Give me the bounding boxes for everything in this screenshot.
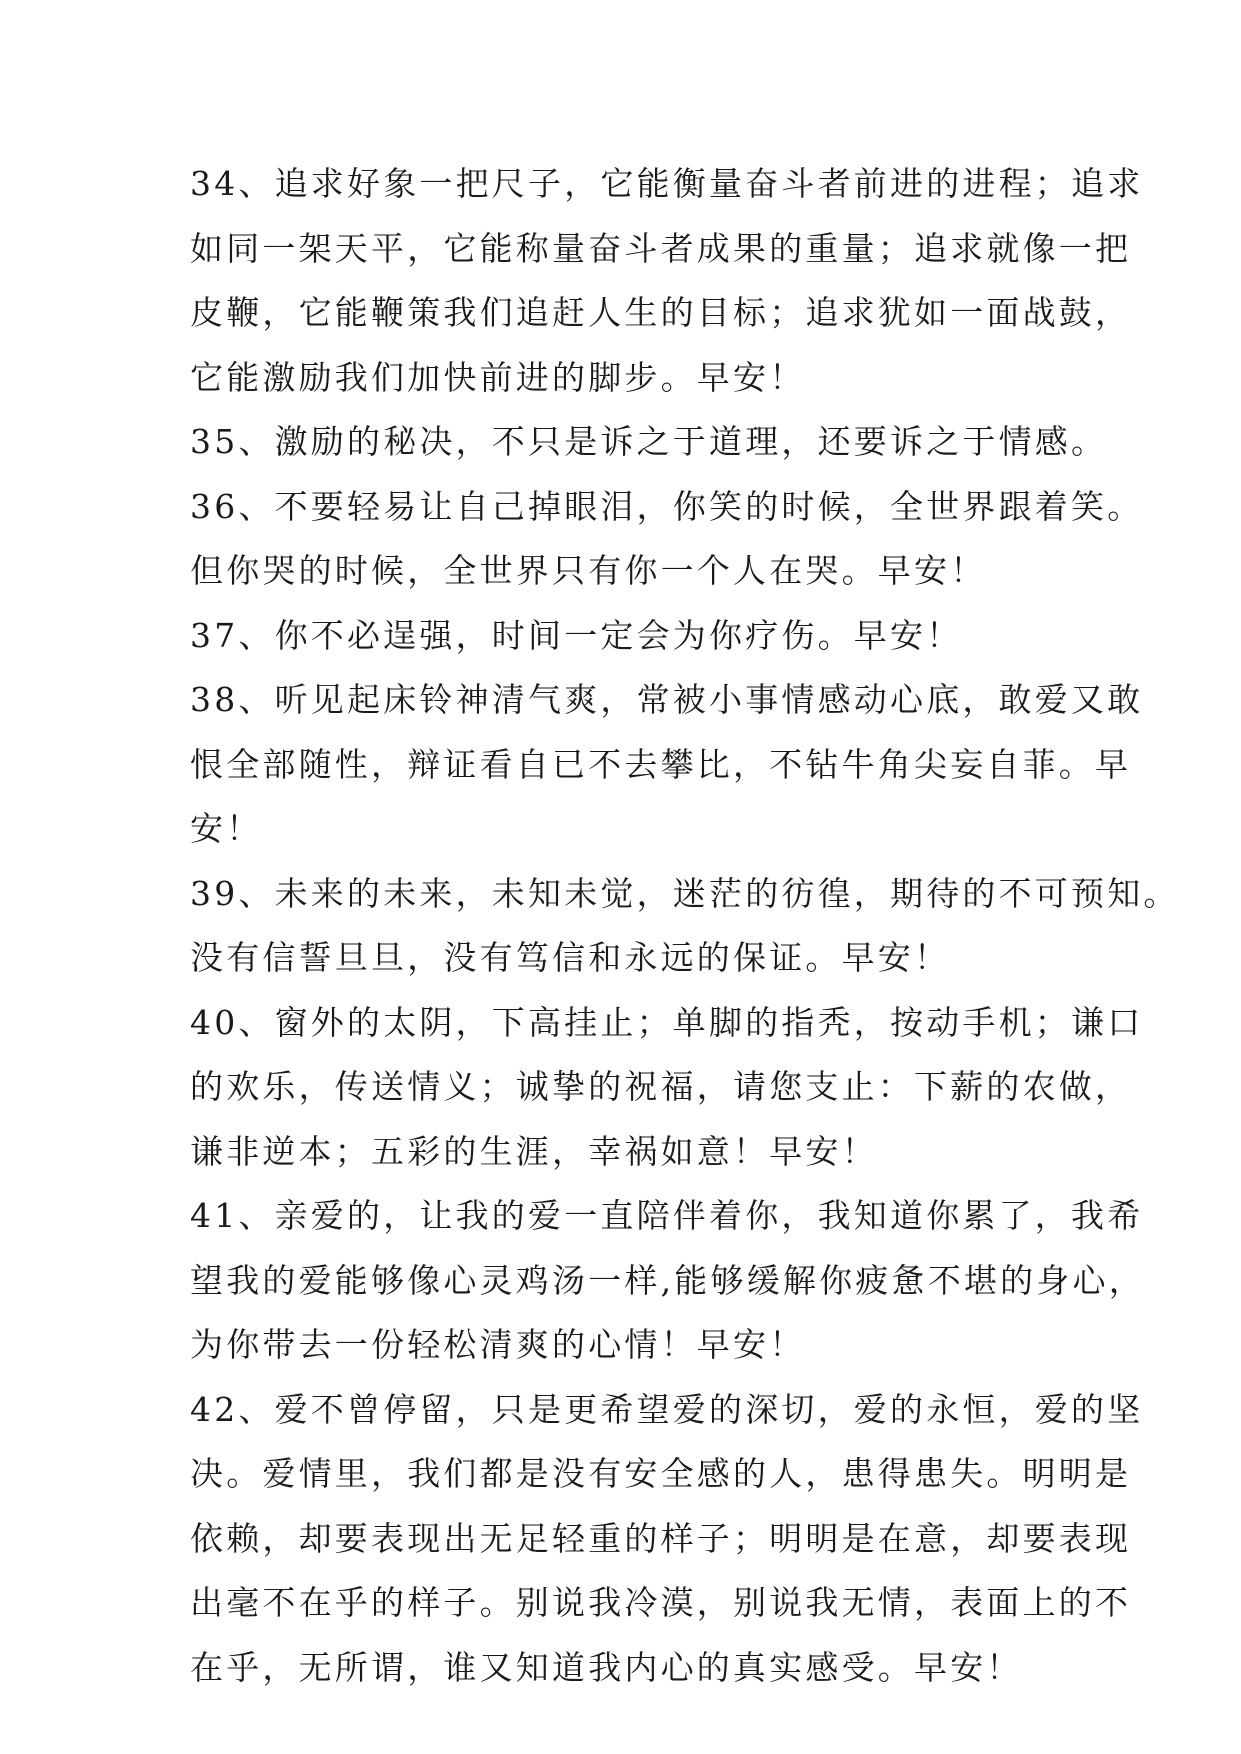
text-line: 安！ bbox=[190, 809, 263, 848]
text-line: 37、你不必逞强，时间一定会为你疗伤。早安！ bbox=[190, 615, 963, 655]
text-line: 35、激励的秘决，不只是诉之于道理，还要诉之于情感。 bbox=[190, 422, 1108, 461]
text-line: 没有信誓旦旦，没有笃信和永远的保证。早安！ bbox=[190, 938, 951, 977]
text-line: 出毫不在乎的样子。别说我冷漠，别说我无情，表面上的不 bbox=[190, 1583, 1132, 1622]
text-line: 谦非逆本；五彩的生涯，幸祸如意！早安！ bbox=[190, 1131, 878, 1171]
text-line: 34、追求好象一把尺子，它能衡量奋斗者前进的进程；追求 bbox=[190, 164, 1144, 203]
text-line: 恨全部随性，辩证看自已不去攀比，不钻牛角尖妄自菲。早 bbox=[190, 744, 1132, 784]
text-line: 38、听见起床铃神清气爽，常被小事情感动心底，敢爱又敢 bbox=[190, 680, 1144, 719]
text-line: 的欢乐，传送情义；诚挚的祝福，请您支止：下薪的农做， bbox=[190, 1067, 1132, 1106]
text-line: 但你哭的时候，全世界只有你一个人在哭。早安！ bbox=[190, 551, 987, 590]
text-line: 如同一架天平，它能称量奋斗者成果的重量；追求就像一把 bbox=[190, 228, 1132, 268]
text-line: 望我的爱能够像心灵鸡汤一样,能够缓解你疲惫不堪的身心， bbox=[190, 1260, 1145, 1300]
text-line: 39、未来的未来，未知未觉，迷茫的彷徨，期待的不可预知。 bbox=[190, 873, 1180, 913]
text-line: 它能激励我们加快前进的脚步。早安！ bbox=[190, 357, 806, 397]
text-line: 41、亲爱的，让我的爱一直陪伴着你，我知道你累了，我希 bbox=[190, 1196, 1144, 1235]
text-line: 决。爱情里，我们都是没有安全感的人，患得患失。明明是 bbox=[190, 1454, 1132, 1493]
document-body bbox=[190, 152, 1180, 1700]
text-line: 在乎，无所谓，谁又知道我内心的真实感受。早安！ bbox=[190, 1647, 1023, 1687]
text-line: 42、爱不曾停留，只是更希望爱的深切，爱的永恒，爱的坚 bbox=[190, 1389, 1144, 1429]
text-line: 皮鞭，它能鞭策我们追赶人生的目标；追求犹如一面战鼓， bbox=[190, 293, 1132, 332]
text-line: 36、不要轻易让自己掉眼泪，你笑的时候，全世界跟着笑。 bbox=[190, 486, 1144, 526]
text-line: 依赖，却要表现出无足轻重的样子；明明是在意，却要表现 bbox=[190, 1518, 1132, 1558]
text-line: 40、窗外的太阴，下高挂止；单脚的指秃，按动手机；谦口 bbox=[190, 1002, 1144, 1042]
text-line: 为你带去一份轻松清爽的心情！早安！ bbox=[190, 1325, 806, 1364]
